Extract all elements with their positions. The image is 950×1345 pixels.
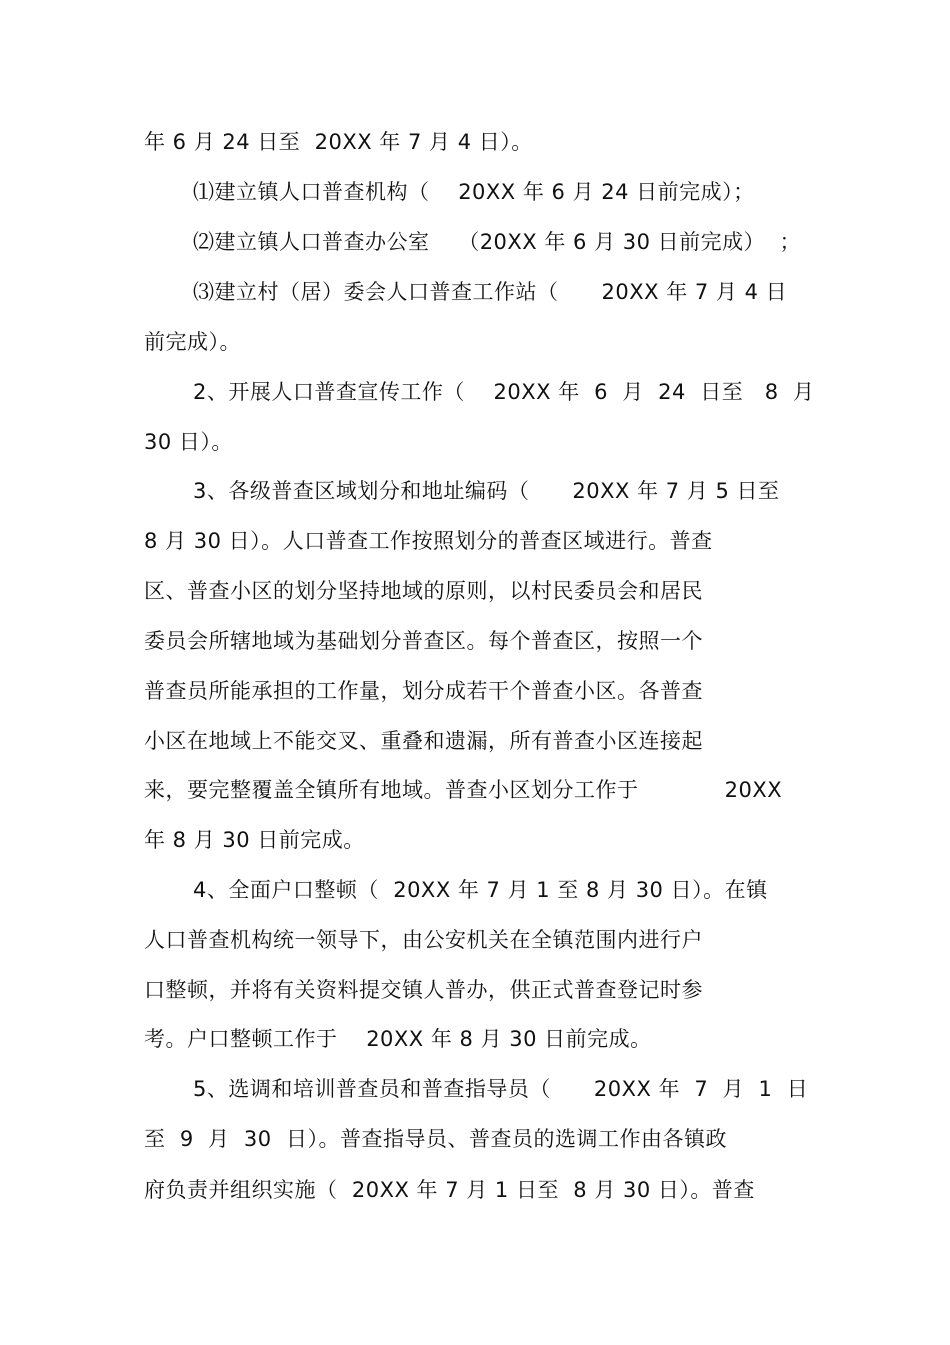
text-line: 年 6 月 24 日至 20XX 年 7 月 4 日）。 — [144, 130, 533, 154]
text-line: 普查员所能承担的工作量，划分成若干个普查小区。各普查 — [144, 679, 703, 703]
text-line: ⑶建立村（居）委会人口普查工作站（ 20XX 年 7 月 4 日 — [193, 280, 788, 304]
text-line: 年 8 月 30 日前完成。 — [144, 828, 365, 852]
text-line: 8 月 30 日）。人口普查工作按照划分的普查区域进行。普查 — [144, 529, 713, 553]
text-line: 委员会所辖地域为基础划分普查区。每个普查区，按照一个 — [144, 629, 703, 653]
text-line: 小区在地域上不能交叉、重叠和遗漏，所有普查小区连接起 — [144, 729, 703, 753]
text-line: 区、普查小区的划分坚持地域的原则，以村民委员会和居民 — [144, 579, 703, 603]
text-line: 2、开展人口普查宣传工作（ 20XX 年 6 月 24 日至 8 月 — [193, 380, 815, 404]
text-line: 4、全面户口整顿（ 20XX 年 7 月 1 至 8 月 30 日）。在镇 — [193, 878, 768, 902]
text-line: 30 日）。 — [144, 430, 233, 454]
text-line: 口整顿，并将有关资料提交镇人普办，供正式普查登记时参 — [144, 978, 703, 1002]
text-line: ⑵建立镇人口普查办公室 （20XX 年 6 月 30 日前完成） ； — [193, 230, 802, 254]
text-line: 3、各级普查区域划分和地址编码（ 20XX 年 7 月 5 日至 — [193, 479, 780, 503]
text-line: 5、选调和培训普查员和普查指导员（ 20XX 年 7 月 1 日 — [193, 1077, 809, 1101]
text-line: 来，要完整覆盖全镇所有地域。普查小区划分工作于 20XX — [144, 778, 783, 802]
text-line: 前完成）。 — [144, 330, 241, 354]
text-line: 人口普查机构统一领导下，由公安机关在全镇范围内进行户 — [144, 928, 703, 952]
text-line: ⑴建立镇人口普查机构（ 20XX 年 6 月 24 日前完成）； — [193, 180, 755, 204]
text-line: 府负责并组织实施（ 20XX 年 7 月 1 日至 8 月 30 日）。普查 — [144, 1178, 755, 1202]
text-line: 考。户口整顿工作于 20XX 年 8 月 30 日前完成。 — [144, 1027, 652, 1051]
text-line: 至 9 月 30 日）。普查指导员、普查员的选调工作由各镇政 — [144, 1127, 727, 1151]
